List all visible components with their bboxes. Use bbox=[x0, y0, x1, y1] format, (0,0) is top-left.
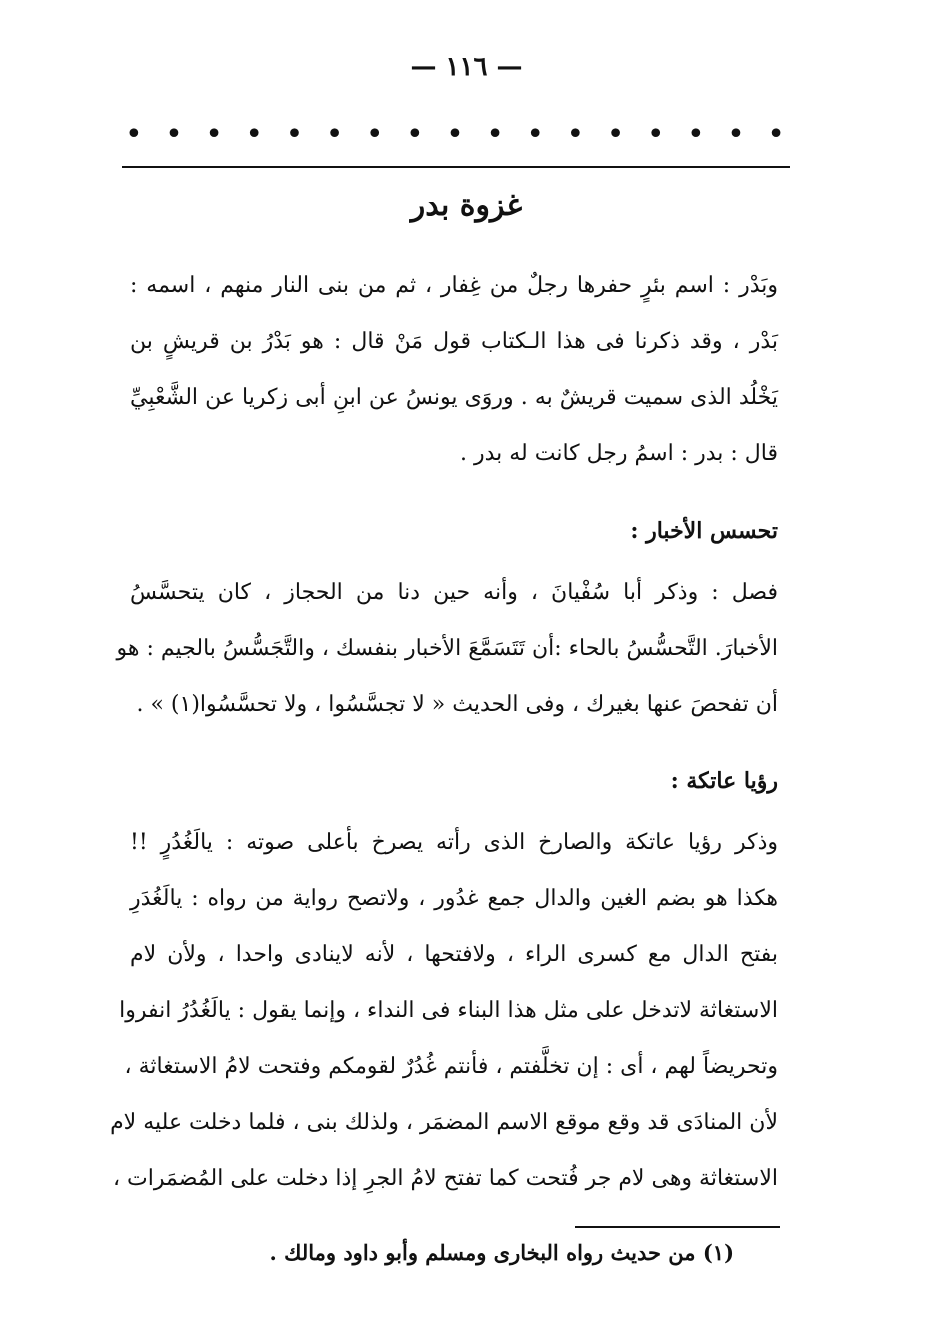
text-line: الاستغاثة لاتدخل على مثل هذا البناء فى النداء ، وإنما يقول : يالَغُدُرُ انفروا bbox=[119, 998, 778, 1023]
paragraph-badr bbox=[130, 258, 778, 482]
page-number: — ١١٦ — bbox=[410, 52, 523, 82]
ornament-dot: • bbox=[606, 117, 625, 152]
ornament-dot: • bbox=[566, 117, 585, 152]
section-heading-atika: رؤيا عاتكة : bbox=[670, 768, 778, 794]
ornament-dot: • bbox=[686, 117, 705, 152]
ornament-dot: • bbox=[205, 117, 223, 152]
text-line: فصل : وذكر أبا سُفْيانَ ، وأنه حين دنا من الحجاز ، كان يتحسَّسُ bbox=[130, 580, 778, 605]
ornament-dot: • bbox=[125, 117, 143, 152]
paragraph-atika bbox=[110, 815, 778, 1207]
text-line: وتحريضاً لهم ، أى : إن تخلَّفتم ، فأنتم غُدُرٌ لقومكم وفتحت لامُ الاستغاثة ، bbox=[124, 1054, 778, 1079]
chapter-title: غزوة بدر bbox=[410, 188, 523, 223]
footnote: (١) من حديث رواه البخارى ومسلم وأبو داود ومالك . bbox=[269, 1240, 734, 1265]
paragraph-tahassus bbox=[116, 565, 778, 733]
ornament-dot: • bbox=[486, 117, 504, 152]
text-line: الاستغاثة وهى لام جر فُتحت كما تفتح لامُ الجرِ إذا دخلت على المُضمَرات ، bbox=[112, 1166, 778, 1191]
ornament-dot: • bbox=[446, 117, 464, 152]
text-line: الأخبارَ. التَّحسُّسُ بالحاء :أن تَتَسَمَّعَ الأخبار بنفسك ، والتَّجَسُّسُ بالجيم : هو bbox=[116, 636, 778, 661]
text-line: قال : بدر : اسمُ رجل كانت له بدر . bbox=[459, 441, 778, 466]
ornament-dot: • bbox=[165, 117, 183, 152]
ornament-dot: • bbox=[526, 117, 545, 152]
section-heading-tahassus: تحسس الأخبار : bbox=[630, 518, 778, 544]
dotted-ornament bbox=[125, 117, 785, 152]
ornament-dot: • bbox=[767, 117, 785, 152]
text-line: يَخْلُد الذى سميت قريشٌ به . وروَى يونسُ عن ابنِ أبى زكريا عن الشَّعْبِيِّ bbox=[130, 385, 778, 410]
ornament-dot: • bbox=[405, 117, 424, 152]
footnote-rule bbox=[575, 1226, 780, 1228]
ornament-dot: • bbox=[646, 117, 665, 152]
ornament-dot: • bbox=[245, 117, 264, 152]
header-rule bbox=[122, 166, 790, 168]
text-line: أن تفحصَ عنها بغيرك ، وفى الحديث « لا تجسَّسُوا ، ولا تحسَّسُوا(١) » . bbox=[136, 692, 778, 717]
text-line: وذكر رؤيا عاتكة والصارخ الذى رأته يصرخ بأعلى صوته : يالَغُدُرٍ !! bbox=[130, 830, 778, 855]
ornament-dot: • bbox=[285, 117, 304, 152]
ornament-dot: • bbox=[727, 117, 745, 152]
text-line: وبَدْر : اسم بئرٍ حفرها رجلٌ من غِفار ، ثم من بنى النار منهم ، اسمه : bbox=[130, 273, 778, 298]
text-line: هكذا هو بضم الغين والدال جمع غدُور ، ولاتصح رواية من رواه : يالَغُدَرِ bbox=[130, 886, 778, 911]
text-line: لأن المنادَى قد وقع موقع الاسم المضمَر ، ولذلك بنى ، فلما دخلت عليه لام bbox=[110, 1110, 778, 1135]
ornament-dot: • bbox=[325, 117, 344, 152]
text-line: بَدْر ، وقد ذكرنا فى هذا الـكتاب قول مَنْ قال : هو بَدْرُ بن قريشٍ بن bbox=[130, 329, 778, 354]
ornament-dot: • bbox=[365, 117, 384, 152]
text-line: بفتح الدال مع كسرى الراء ، ولافتحها ، لأنه لاينادى واحدا ، ولأن لام bbox=[130, 942, 778, 967]
